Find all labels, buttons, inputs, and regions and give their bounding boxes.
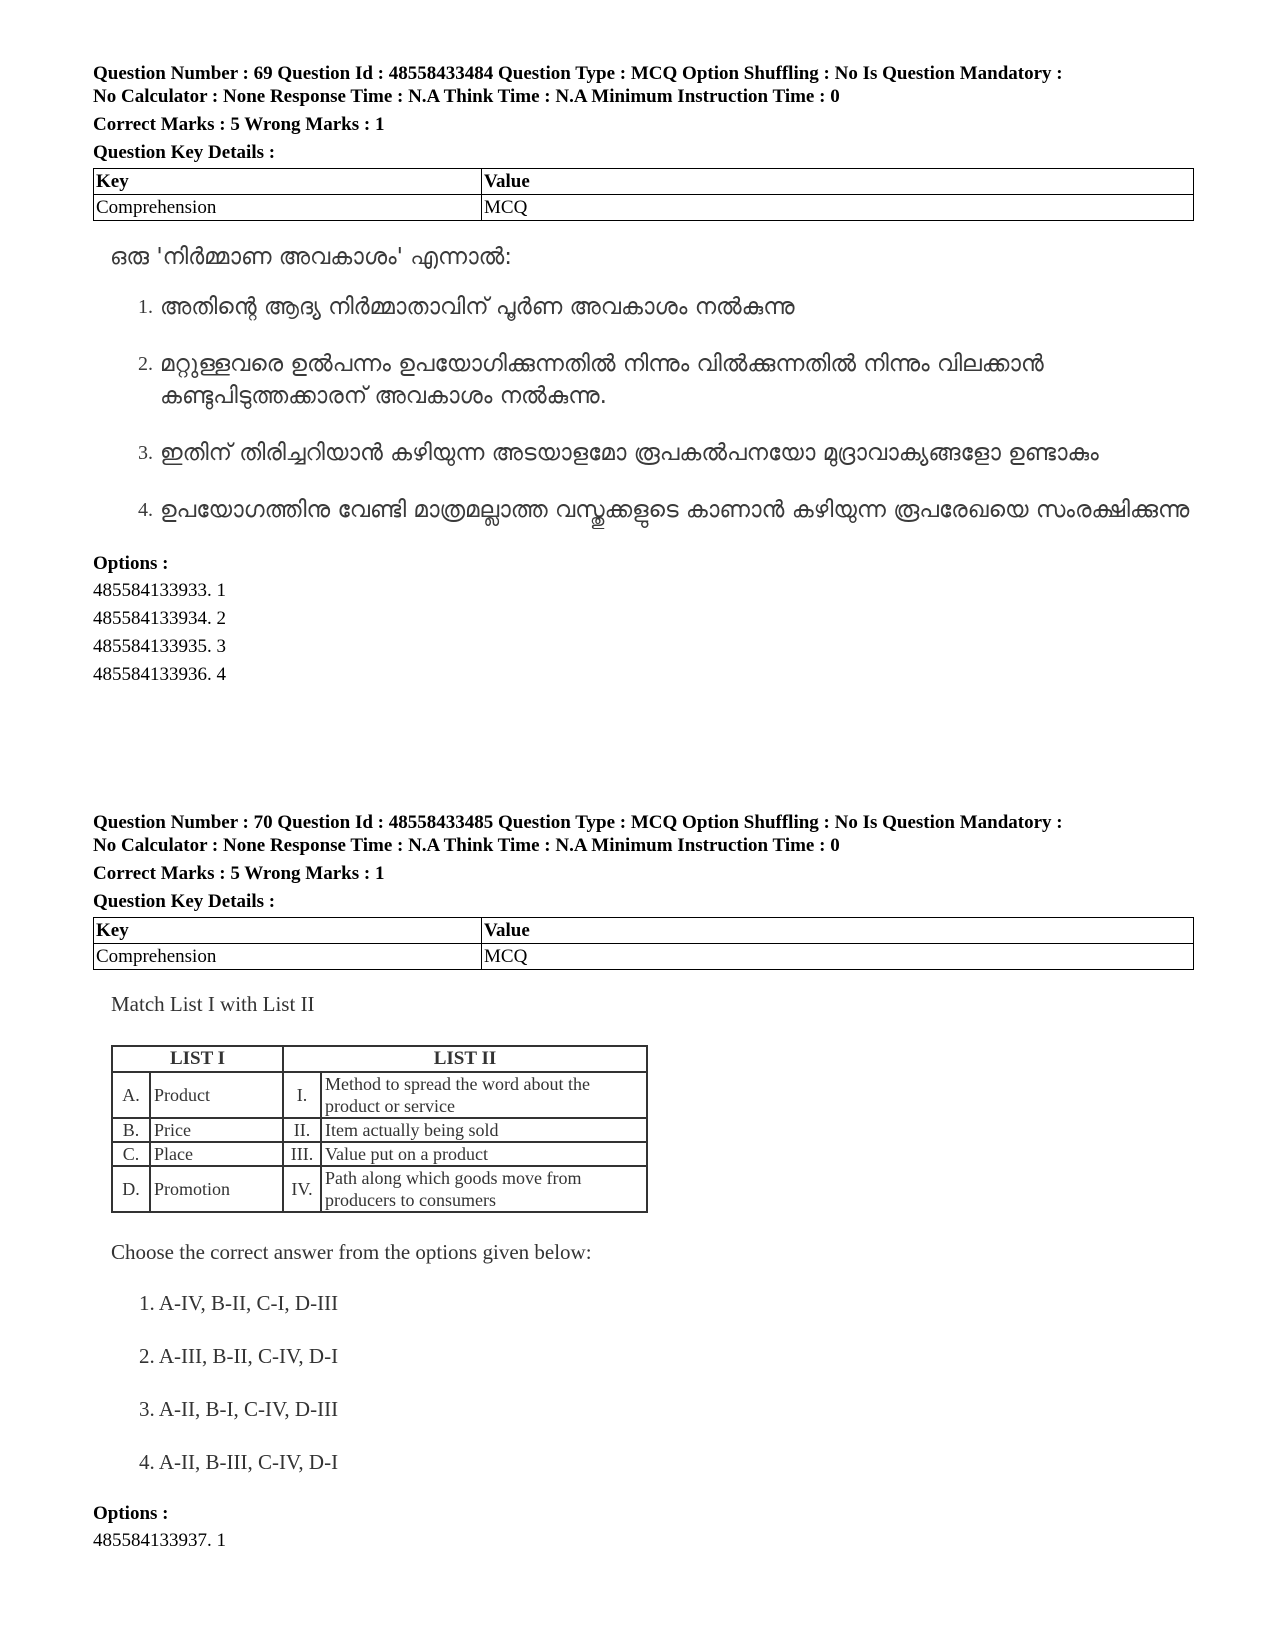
statement-text: മറ്റുള്ളവരെ ഉൽപന്നം ഉപയോഗിക്കുന്നതിൽ നിന്നും വിൽക്കുന്നതിൽ നിന്നും വിലക്കാൻ കണ്ടുപിടുത്തക്കാരന് അവകാശം നൽകുന്നു. <box>160 351 1044 409</box>
question-body <box>93 241 1193 526</box>
match-table-header <box>112 1046 647 1072</box>
marks: Correct Marks : 5 Wrong Marks : 1 <box>93 114 385 135</box>
key-table-row <box>94 195 1194 221</box>
statement-item <box>93 494 1193 526</box>
question-stem: ഒരു 'നിർമ്മാണ അവകാശം' എന്നാൽ: <box>110 244 512 270</box>
key-table-header <box>94 169 1194 195</box>
question-stem: Match List I with List II <box>111 992 315 1016</box>
answer-choice: 3. A-II, B-I, C-IV, D-III <box>139 1397 339 1421</box>
key-details-table <box>93 168 1194 221</box>
key-header: Key <box>94 918 482 944</box>
value-cell: MCQ <box>482 195 1194 221</box>
list-2-numeral: II. <box>283 1118 321 1142</box>
option-item: 485584133936. 4 <box>93 664 226 685</box>
key-table-row <box>94 944 1194 970</box>
list-2-header: LIST II <box>283 1046 647 1072</box>
key-cell: Comprehension <box>94 195 482 221</box>
meta-line-2: No Calculator : None Response Time : N.A Think Time : N.A Minimum Instruction Time : 0 <box>93 835 840 856</box>
statement-item <box>93 291 1193 323</box>
match-table <box>111 1045 648 1213</box>
option-item: 485584133935. 3 <box>93 636 226 657</box>
statement-item <box>93 348 1193 412</box>
list-1-letter: B. <box>112 1118 150 1142</box>
question-69 <box>93 62 1193 689</box>
option-item: 485584133937. 1 <box>93 1530 226 1551</box>
statement-number: 3. <box>138 442 153 464</box>
list-2-description: Path along which goods move from producers to consumers <box>321 1166 647 1212</box>
key-table-header <box>94 918 1194 944</box>
list-1-item: Price <box>150 1118 283 1142</box>
answer-choice: 1. A-IV, B-II, C-I, D-III <box>139 1291 339 1315</box>
list-1-letter: C. <box>112 1142 150 1166</box>
list-1-letter: A. <box>112 1072 150 1118</box>
list-1-item: Place <box>150 1142 283 1166</box>
statement-text: അതിന്റെ ആദ്യ നിർമ്മാതാവിന് പൂർണ അവകാശം നൽകുന്നു <box>160 294 795 320</box>
question-70 <box>93 811 1193 1555</box>
key-details-label: Question Key Details : <box>93 891 276 912</box>
list-1-item: Product <box>150 1072 283 1118</box>
choose-instruction: Choose the correct answer from the options given below: <box>111 1240 592 1264</box>
match-row <box>112 1142 647 1166</box>
statement-text: ഉപയോഗത്തിനു വേണ്ടി മാത്രമല്ലാത്ത വസ്തുക്കളുടെ കാണാൻ കഴിയുന്ന രൂപരേഖയെ സംരക്ഷിക്കുന്നു <box>160 497 1190 523</box>
statement-number: 4. <box>138 499 153 521</box>
statement-number: 1. <box>138 296 153 318</box>
value-cell: MCQ <box>482 944 1194 970</box>
value-header: Value <box>482 169 1194 195</box>
option-item: 485584133934. 2 <box>93 608 226 629</box>
answer-choice: 2. A-III, B-II, C-IV, D-I <box>139 1344 339 1368</box>
meta-line-2: No Calculator : None Response Time : N.A Think Time : N.A Minimum Instruction Time : 0 <box>93 86 840 107</box>
list-2-description: Item actually being sold <box>321 1118 647 1142</box>
match-row <box>112 1118 647 1142</box>
key-header: Key <box>94 169 482 195</box>
statement-list <box>93 291 1193 526</box>
meta-line-1: Question Number : 70 Question Id : 48558433485 Question Type : MCQ Option Shuffling : No Is Question Mandatory : <box>93 812 1063 833</box>
key-cell: Comprehension <box>94 944 482 970</box>
list-2-numeral: IV. <box>283 1166 321 1212</box>
match-row <box>112 1072 647 1118</box>
statement-item <box>93 437 1193 469</box>
list-2-description: Method to spread the word about the product or service <box>321 1072 647 1118</box>
key-details-table <box>93 917 1194 970</box>
answer-choice-list <box>93 1289 1193 1476</box>
statement-number: 2. <box>138 353 153 375</box>
meta-line-1: Question Number : 69 Question Id : 48558433484 Question Type : MCQ Option Shuffling : No Is Question Mandatory : <box>93 63 1063 84</box>
answer-choice: 4. A-II, B-III, C-IV, D-I <box>139 1450 339 1474</box>
value-header: Value <box>482 918 1194 944</box>
options-label: Options : <box>93 553 169 574</box>
list-2-description: Value put on a product <box>321 1142 647 1166</box>
match-row <box>112 1166 647 1212</box>
list-1-header: LIST I <box>112 1046 283 1072</box>
question-meta <box>93 62 1193 108</box>
options-label: Options : <box>93 1503 169 1524</box>
list-2-numeral: I. <box>283 1072 321 1118</box>
option-item: 485584133933. 1 <box>93 580 226 601</box>
list-1-item: Promotion <box>150 1166 283 1212</box>
marks: Correct Marks : 5 Wrong Marks : 1 <box>93 863 385 884</box>
statement-text: ഇതിന് തിരിച്ചറിയാൻ കഴിയുന്ന അടയാളമോ രൂപകൽപനയോ മുദ്രാവാക്യങ്ങളോ ഉണ്ടാകും <box>160 440 1099 466</box>
list-2-numeral: III. <box>283 1142 321 1166</box>
key-details-label: Question Key Details : <box>93 142 276 163</box>
question-meta <box>93 811 1193 857</box>
list-1-letter: D. <box>112 1166 150 1212</box>
